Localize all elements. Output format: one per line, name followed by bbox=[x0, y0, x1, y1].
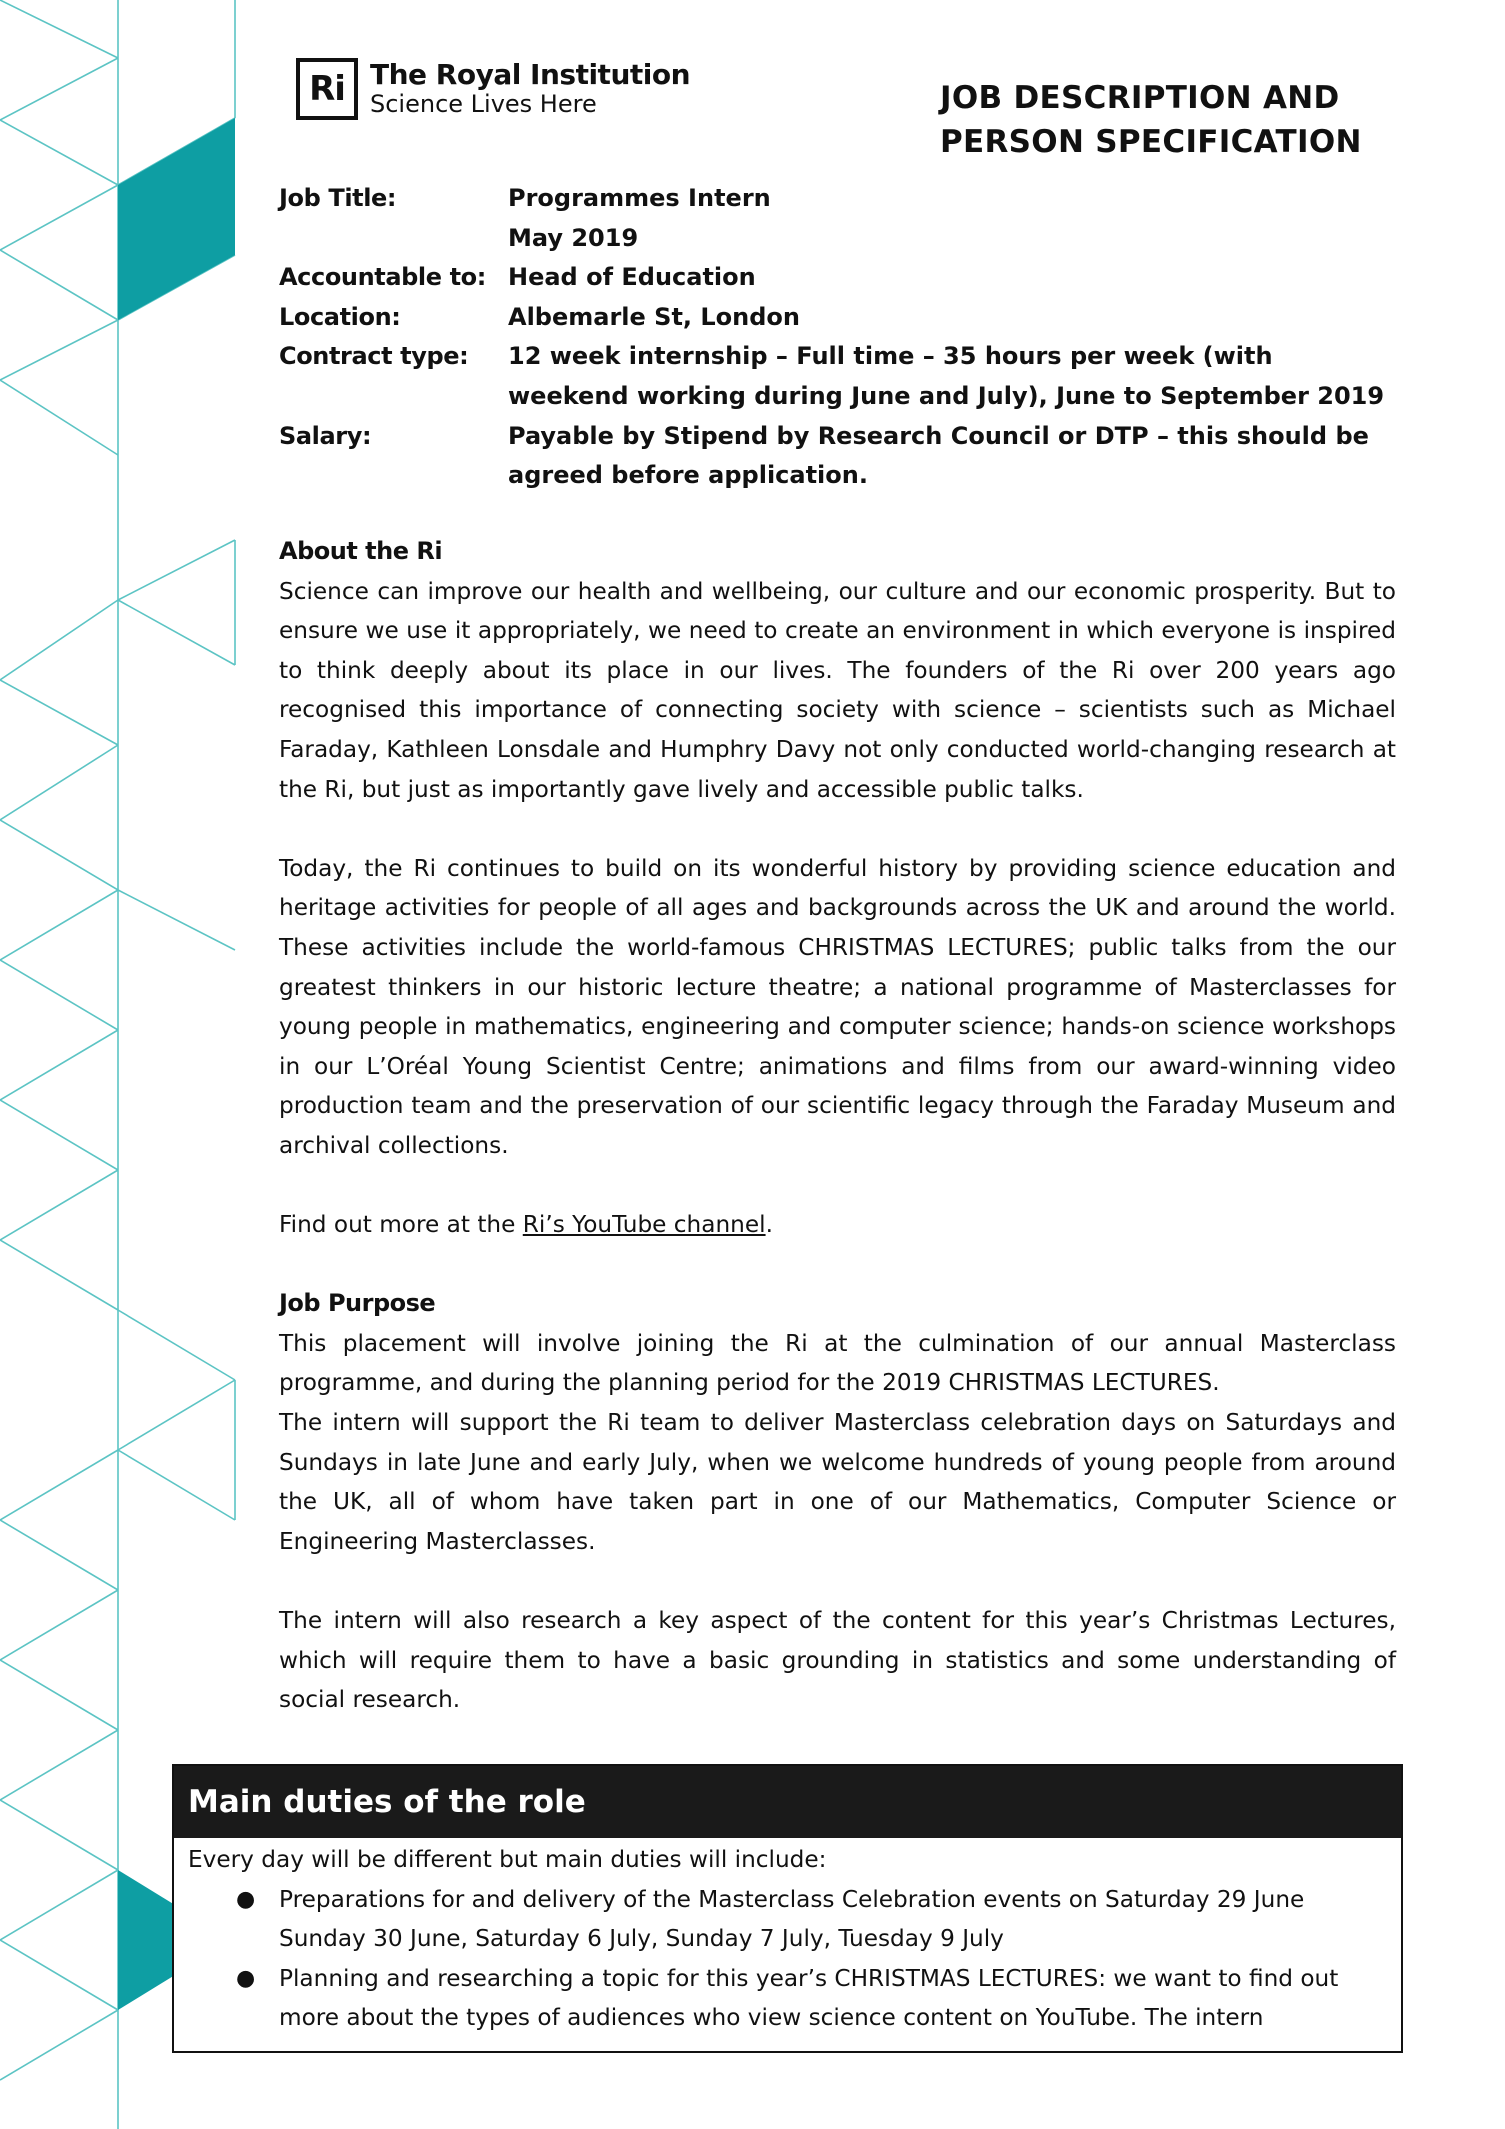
job-info-table bbox=[279, 179, 1399, 496]
job-purpose-heading: Job Purpose bbox=[279, 1289, 436, 1318]
job-info-value: Albemarle St, London bbox=[508, 302, 801, 331]
job-info-row bbox=[279, 219, 1399, 259]
duty-text: Preparations for and delivery of the Masterclass Celebration events on Saturday 29 June Sunday 30 June, Saturday 6 July, Sunday 7 July, Tuesday 9 July bbox=[279, 1885, 1305, 1953]
job-info-label: Location: bbox=[279, 302, 401, 331]
duties-list bbox=[174, 1880, 1401, 2038]
job-info-label: Accountable to: bbox=[279, 263, 486, 292]
job-purpose-paragraph-3: The intern will also research a key aspect of the content for this year’s Christmas Lectures, which will require them to have a basic grounding in statistics and some understanding of social research. bbox=[279, 1607, 1396, 1714]
job-purpose-paragraph-1: This placement will involve joining the Ri at the culmination of our annual Masterclass programme, and during the planning period for the 2019 CHRISTMAS LECTURES. bbox=[279, 1329, 1396, 1397]
job-info-value: May 2019 bbox=[508, 223, 639, 252]
main-content bbox=[279, 532, 1396, 1720]
bullet-icon: ● bbox=[236, 1965, 256, 1991]
job-info-row bbox=[279, 337, 1399, 416]
duty-list-item bbox=[174, 1959, 1401, 2038]
royal-institution-logo bbox=[296, 58, 690, 120]
about-paragraph-1: Science can improve our health and wellbeing, our culture and our economic prosperity. But to ensure we use it appropriately, we need to create an environment in which everyone is inspired to think deeply about its place in our lives. The founders of the Ri over 200 years ago recognised this importance of connecting society with science – scientists such as Michael Faraday, Kathleen Lonsdale and Humphry Davy not only conducted world-changing research at the Ri, but just as importantly gave lively and accessible public talks. bbox=[279, 577, 1396, 803]
job-info-value: Payable by Stipend by Research Council or DTP – this should be agreed before application. bbox=[508, 421, 1369, 490]
document-title bbox=[940, 76, 1362, 164]
main-duties-intro: Every day will be different but main duties will include: bbox=[188, 1846, 827, 1873]
logo-name: The Royal Institution bbox=[370, 58, 691, 92]
ri-logo-mark: Ri bbox=[296, 58, 358, 120]
about-heading: About the Ri bbox=[279, 537, 443, 565]
job-info-value: Programmes Intern bbox=[508, 184, 771, 212]
find-out-more-prefix: Find out more at the bbox=[279, 1211, 523, 1239]
bullet-icon: ● bbox=[236, 1886, 256, 1912]
about-paragraph-2: Today, the Ri continues to build on its wonderful history by providing science education and heritage activities for people of all ages and backgrounds across the UK and around the world. These activities include the world-famous CHRISTMAS LECTURES; public talks from the our greatest thinkers in our historic lecture theatre; a national programme of Masterclasses for young people in mathematics, engineering and computer science; hands-on science workshops in our L’Oréal Young Scientist Centre; animations and films from our award-winning video production team and the preservation of our scientific legacy through the Faraday Museum and archival collections. bbox=[279, 854, 1396, 1159]
job-info-label: Salary: bbox=[279, 421, 372, 450]
job-info-label: Job Title: bbox=[279, 184, 397, 212]
document-title-line-2: PERSON SPECIFICATION bbox=[940, 124, 1362, 160]
logo-tagline: Science Lives Here bbox=[370, 90, 597, 119]
main-duties-heading: Main duties of the role bbox=[174, 1766, 1401, 1838]
youtube-channel-link[interactable]: Ri’s YouTube channel bbox=[522, 1211, 766, 1239]
job-info-value: 12 week internship – Full time – 35 hours per week (with weekend working during June and July), June to September 2019 bbox=[508, 342, 1385, 410]
job-info-row bbox=[279, 258, 1399, 298]
job-info-row bbox=[279, 179, 1399, 219]
duty-list-item bbox=[174, 1880, 1401, 1959]
main-duties-box bbox=[172, 1764, 1403, 2053]
job-info-label bbox=[279, 219, 508, 259]
job-info-value: Head of Education bbox=[508, 263, 756, 292]
job-info-row bbox=[279, 417, 1399, 496]
duty-text: Planning and researching a topic for this year’s CHRISTMAS LECTURES: we want to find out more about the types of audiences who view science content on YouTube. The intern bbox=[279, 1964, 1339, 2032]
job-purpose-paragraph-2: The intern will support the Ri team to deliver Masterclass celebration days on Saturdays and Sundays in late June and early July, when we welcome hundreds of young people from around the UK, all of whom have taken part in one of our Mathematics, Computer Science or Engineering Masterclasses. bbox=[279, 1409, 1396, 1555]
find-out-more-suffix: . bbox=[765, 1211, 773, 1239]
job-info-label: Contract type: bbox=[279, 342, 469, 371]
job-info-row bbox=[279, 298, 1399, 338]
document-title-line-1: JOB DESCRIPTION AND bbox=[940, 80, 1340, 116]
find-out-more-line bbox=[279, 1205, 1396, 1245]
